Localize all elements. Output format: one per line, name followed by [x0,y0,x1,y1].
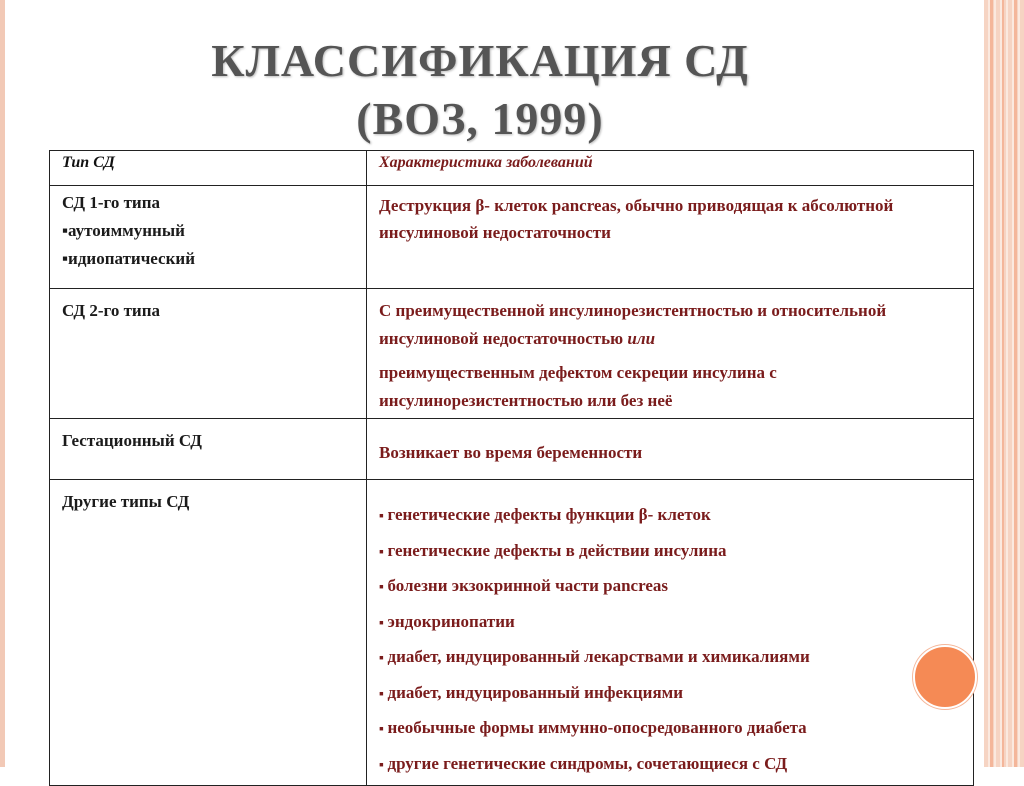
row2-description-cell [367,289,974,419]
list-item: ▪ диабет, индуцированный инфекциями [379,676,963,712]
slide-title [100,32,860,148]
right-frame-border [984,0,1024,767]
row3-description: Возникает во время беременности [367,419,974,480]
row1-type: СД 1-го типа [62,193,161,212]
row1-subtype-2: ▪ идиопатический [62,245,356,273]
table-header-row [50,151,974,186]
row2-description-or: или [627,329,656,348]
list-item: ▪ генетические дефекты в действии инсулина [379,534,963,570]
table-row [50,186,974,289]
title-line-1: КЛАССИФИКАЦИЯ СД [211,35,749,86]
list-item: ▪ необычные формы иммунно-опосредованного диабета [379,711,963,747]
header-description: Характеристика заболеваний [367,151,974,186]
row1-subtype-1: ▪ аутоиммунный [62,217,356,245]
title-line-2: (ВОЗ, 1999) [356,93,604,144]
table-row [50,289,974,419]
list-item: ▪ другие генетические синдромы, сочетающиеся с СД [379,747,963,783]
row1-description: Деструкция β- клеток pancreas, обычно приводящая к абсолютной инсулиновой недостаточности [367,186,974,289]
row2-description-part1: С преимущественной инсулинорезистентностью и относительной инсулиновой недостаточностью [379,301,887,348]
row3-type: Гестационный СД [50,419,367,480]
other-types-list [379,498,963,782]
row2-description-part2: преимущественным дефектом секреции инсулина с инсулинорезистентностью или без неё [379,363,777,410]
decorative-circle [913,645,977,709]
table-row [50,419,974,480]
list-item: ▪ болезни экзокринной части pancreas [379,569,963,605]
classification-table [49,150,974,786]
table-row [50,480,974,786]
row4-description-cell [367,480,974,786]
row2-type: СД 2-го типа [50,289,367,419]
list-item: ▪ генетические дефекты функции β- клеток [379,498,963,534]
list-item: ▪ эндокринопатии [379,605,963,641]
header-type: Тип СД [50,151,367,186]
row1-type-cell [50,186,367,289]
row4-type: Другие типы СД [50,480,367,786]
list-item: ▪ диабет, индуцированный лекарствами и химикалиями [379,640,963,676]
left-frame-border [0,0,5,767]
